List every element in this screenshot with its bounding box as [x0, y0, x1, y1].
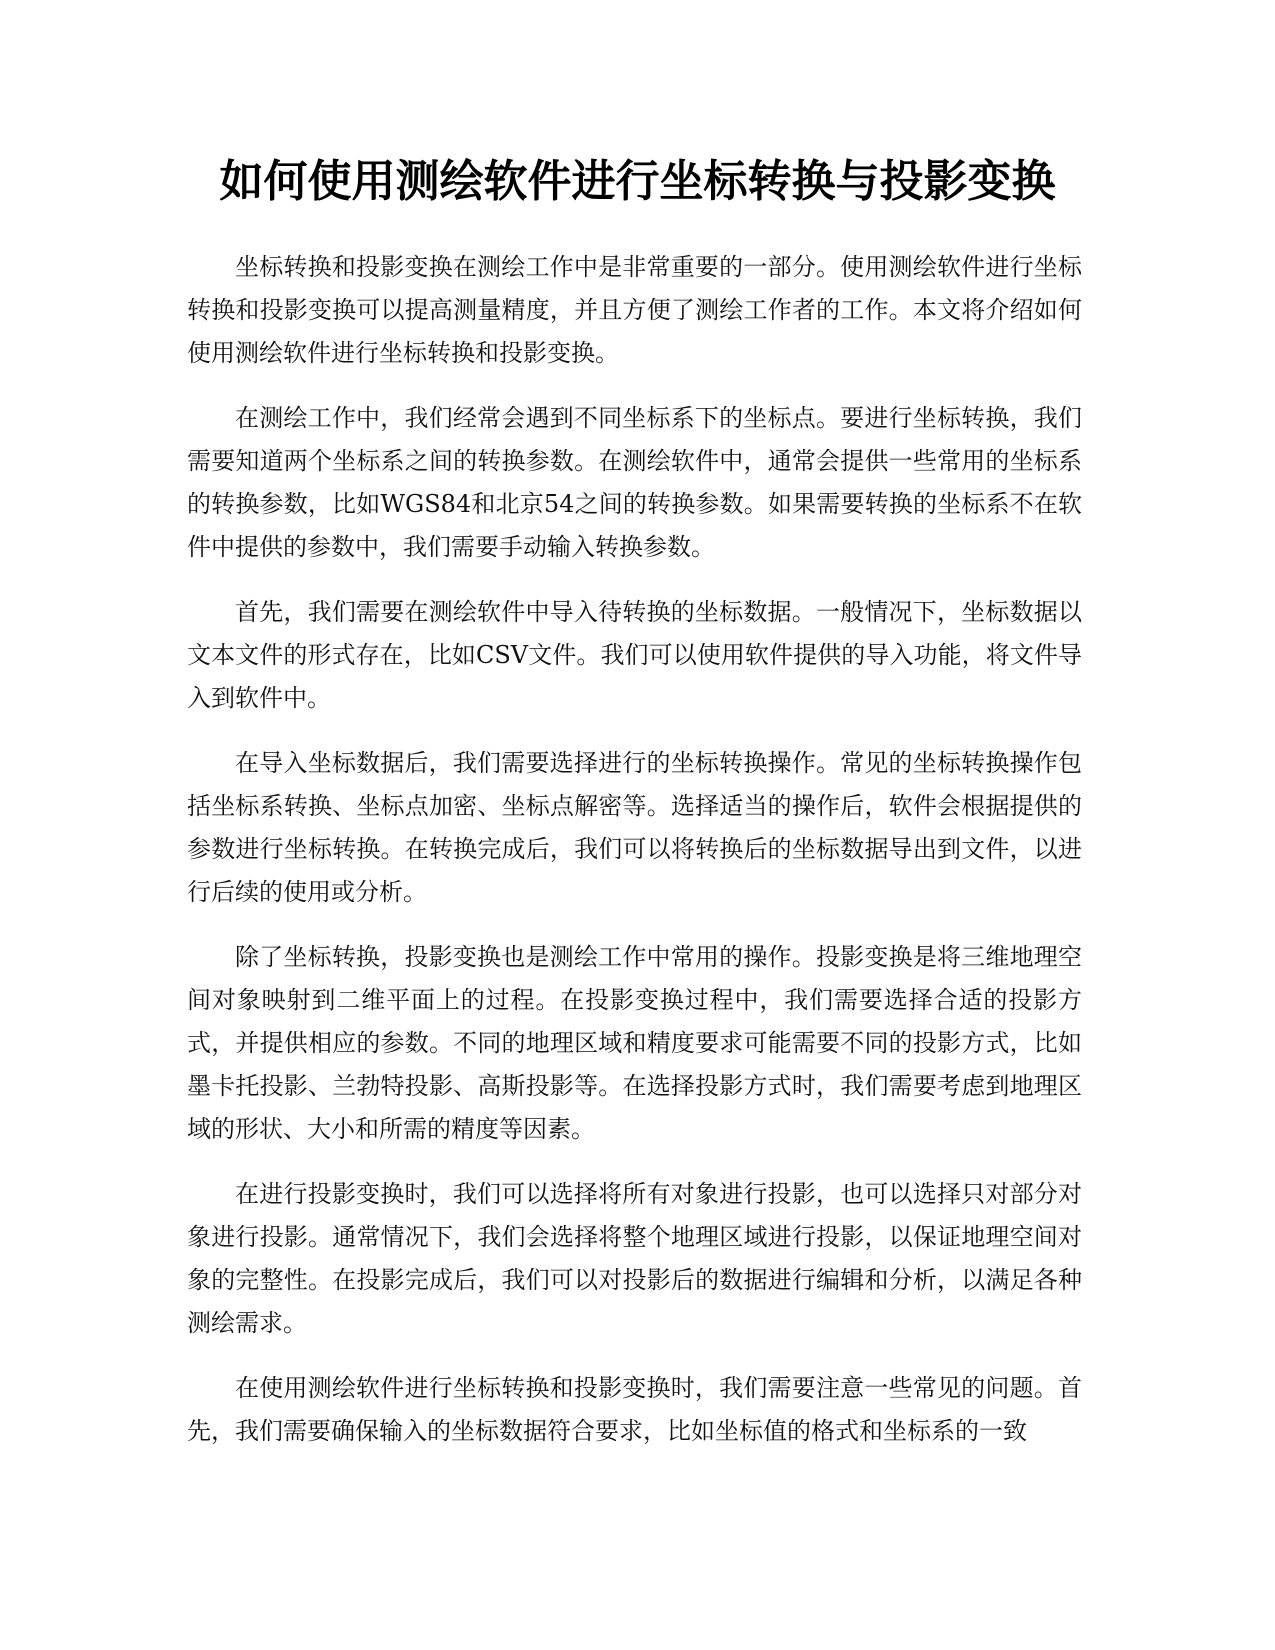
- paragraph-4: 在导入坐标数据后，我们需要选择进行的坐标转换操作。常见的坐标转换操作包括坐标系转换、坐标点加密、坐标点解密等。选择适当的操作后，软件会根据提供的参数进行坐标转换。在转换完成后，我们可以将转换后的坐标数据导出到文件，以进行后续的使用或分析。: [187, 749, 1082, 906]
- paragraph-7: 在使用测绘软件进行坐标转换和投影变换时，我们需要注意一些常见的问题。首先，我们需要确保输入的坐标数据符合要求，比如坐标值的格式和坐标系的一致: [187, 1374, 1082, 1445]
- paragraph-3: 首先，我们需要在测绘软件中导入待转换的坐标数据。一般情况下，坐标数据以文本文件的形式存在，比如CSV文件。我们可以使用软件提供的导入功能，将文件导入到软件中。: [187, 598, 1082, 712]
- paragraph-2: 在测绘工作中，我们经常会遇到不同坐标系下的坐标点。要进行坐标转换，我们需要知道两个坐标系之间的转换参数。在测绘软件中，通常会提供一些常用的坐标系的转换参数，比如WGS84和北京54之间的转换参数。如果需要转换的坐标系不在软件中提供的参数中，我们需要手动输入转换参数。: [187, 404, 1082, 561]
- paragraph-6: 在进行投影变换时，我们可以选择将所有对象进行投影，也可以选择只对部分对象进行投影。通常情况下，我们会选择将整个地理区域进行投影，以保证地理空间对象的完整性。在投影完成后，我们可以对投影后的数据进行编辑和分析，以满足各种测绘需求。: [187, 1180, 1082, 1337]
- document-body: [187, 246, 1082, 1475]
- paragraph-5: 除了坐标转换，投影变换也是测绘工作中常用的操作。投影变换是将三维地理空间对象映射到二维平面上的过程。在投影变换过程中，我们需要选择合适的投影方式，并提供相应的参数。不同的地理区域和精度要求可能需要不同的投影方式，比如墨卡托投影、兰勃特投影、高斯投影等。在选择投影方式时，我们需要考虑到地理区域的形状、大小和所需的精度等因素。: [187, 943, 1082, 1143]
- paragraph-1: 坐标转换和投影变换在测绘工作中是非常重要的一部分。使用测绘软件进行坐标转换和投影变换可以提高测量精度，并且方便了测绘工作者的工作。本文将介绍如何使用测绘软件进行坐标转换和投影变换。: [187, 253, 1082, 367]
- document-title: 如何使用测绘软件进行坐标转换与投影变换: [219, 156, 1056, 207]
